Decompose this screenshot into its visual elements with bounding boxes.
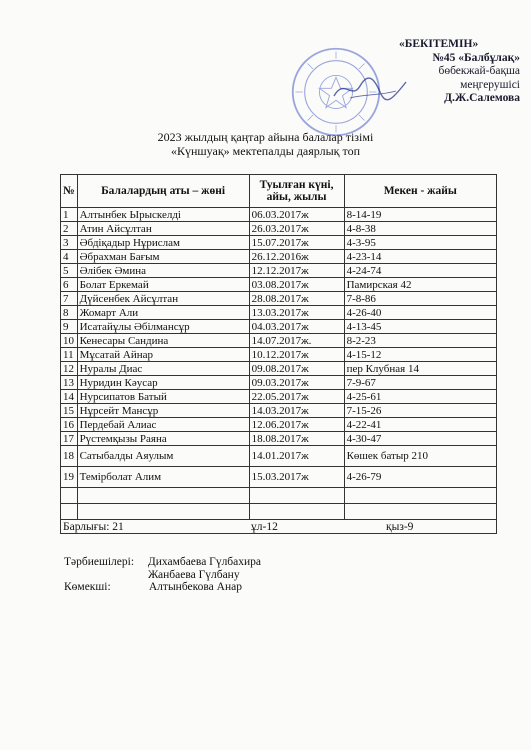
table-row	[61, 432, 497, 446]
table-row	[61, 467, 497, 488]
total-girls: қыз-9	[386, 520, 414, 533]
header-name: Балалардың аты – жөні	[77, 175, 249, 208]
row-number: 16	[61, 418, 78, 432]
child-birthdate: 06.03.2017ж	[249, 208, 344, 222]
approval-heading: «БЕКІТЕМІН»	[399, 38, 479, 50]
table-row	[61, 306, 497, 320]
row-number: 3	[61, 236, 78, 250]
approval-block	[385, 38, 520, 106]
row-number: 2	[61, 222, 78, 236]
table-row	[61, 222, 497, 236]
child-address: 8-14-19	[344, 208, 496, 222]
table-row	[61, 418, 497, 432]
header-number: №	[61, 175, 78, 208]
child-name: Кенесары Сандина	[77, 334, 249, 348]
child-address: 8-2-23	[344, 334, 496, 348]
empty-row	[61, 504, 497, 520]
child-address: 4-23-14	[344, 250, 496, 264]
table-row	[61, 404, 497, 418]
child-birthdate: 14.07.2017ж.	[249, 334, 344, 348]
child-birthdate: 28.08.2017ж	[249, 292, 344, 306]
title-line-2: «Күншуақ» мектепалды даярлық топ	[170, 144, 361, 158]
table-row	[61, 348, 497, 362]
table-row	[61, 376, 497, 390]
row-number: 8	[61, 306, 78, 320]
approval-kindergarten: №45 «Балбұлақ»	[432, 51, 520, 64]
table-row	[61, 362, 497, 376]
child-name: Рүстемқызы Раяна	[77, 432, 249, 446]
approval-position: меңгерушісі	[460, 78, 520, 91]
row-number: 13	[61, 376, 78, 390]
child-name: Сатыбалды Аяулым	[77, 446, 249, 467]
title-line-1: 2023 жылдың қаңтар айына балалар тізімі	[157, 130, 374, 144]
row-number: 19	[61, 467, 78, 488]
child-birthdate: 03.08.2017ж	[249, 278, 344, 292]
child-name: Нурсипатов Батый	[77, 390, 249, 404]
table-row	[61, 264, 497, 278]
table-row	[61, 208, 497, 222]
row-number: 1	[61, 208, 78, 222]
row-number: 17	[61, 432, 78, 446]
child-address: 4-3-95	[344, 236, 496, 250]
child-birthdate: 15.03.2017ж	[249, 467, 344, 488]
assistant-label: Көмекші:	[64, 581, 111, 593]
child-address: Памирская 42	[344, 278, 496, 292]
table-row	[61, 278, 497, 292]
empty-row	[61, 488, 497, 504]
row-number: 10	[61, 334, 78, 348]
child-address: 4-25-61	[344, 390, 496, 404]
child-name: Әбдіқадыр Нұрислам	[77, 236, 249, 250]
child-name: Мұсатай Айнар	[77, 348, 249, 362]
teachers-line	[64, 556, 261, 569]
approval-director-name: Д.Ж.Салемова	[444, 92, 520, 104]
header-birthdate: Туылған күні, айы, жылы	[249, 175, 344, 208]
table-row	[61, 236, 497, 250]
child-birthdate: 09.03.2017ж	[249, 376, 344, 390]
row-number: 7	[61, 292, 78, 306]
teacher-name-2: Жанбаева Гүлбану	[148, 568, 240, 581]
row-number: 6	[61, 278, 78, 292]
child-name: Темірболат Алим	[77, 467, 249, 488]
child-name: Исатайұлы Әбілмансұр	[77, 320, 249, 334]
teachers-label: Тәрбиешілері:	[64, 556, 135, 568]
child-name: Болат Еркемай	[77, 278, 249, 292]
child-name: Әлібек Әмина	[77, 264, 249, 278]
child-birthdate: 14.01.2017ж	[249, 446, 344, 467]
child-birthdate: 22.05.2017ж	[249, 390, 344, 404]
table-row	[61, 250, 497, 264]
child-name: Дүйсенбек Айсұлтан	[77, 292, 249, 306]
child-name: Жомарт Али	[77, 306, 249, 320]
child-birthdate: 26.03.2017ж	[249, 222, 344, 236]
child-address: 7-9-67	[344, 376, 496, 390]
child-name: Алтынбек Ырыскелді	[77, 208, 249, 222]
child-address: 7-8-86	[344, 292, 496, 306]
row-number: 9	[61, 320, 78, 334]
child-birthdate: 18.08.2017ж	[249, 432, 344, 446]
child-name: Әбрахман Бағым	[77, 250, 249, 264]
child-address: 4-8-38	[344, 222, 496, 236]
document-title	[0, 130, 531, 158]
total-cell	[61, 520, 497, 534]
assistant-line	[64, 581, 261, 594]
child-address: 4-13-45	[344, 320, 496, 334]
child-name: Атин Айсұлтан	[77, 222, 249, 236]
table-row	[61, 292, 497, 306]
assistant-name: Алтынбекова Анар	[148, 581, 242, 593]
row-number: 18	[61, 446, 78, 467]
total-row	[61, 520, 497, 534]
child-name: Нуралы Диас	[77, 362, 249, 376]
child-birthdate: 12.06.2017ж	[249, 418, 344, 432]
child-birthdate: 15.07.2017ж	[249, 236, 344, 250]
child-birthdate: 04.03.2017ж	[249, 320, 344, 334]
child-birthdate: 14.03.2017ж	[249, 404, 344, 418]
row-number: 14	[61, 390, 78, 404]
approval-institution-type: бөбекжай-бақша	[438, 65, 520, 77]
staff-footer	[64, 556, 261, 594]
row-number: 5	[61, 264, 78, 278]
row-number: 4	[61, 250, 78, 264]
table-row	[61, 334, 497, 348]
child-birthdate: 13.03.2017ж	[249, 306, 344, 320]
child-address: 4-30-47	[344, 432, 496, 446]
child-birthdate: 12.12.2017ж	[249, 264, 344, 278]
row-number: 11	[61, 348, 78, 362]
table-row	[61, 446, 497, 467]
child-address: 7-15-26	[344, 404, 496, 418]
table-row	[61, 320, 497, 334]
child-address: 4-15-12	[344, 348, 496, 362]
table-header-row	[61, 175, 497, 208]
child-birthdate: 26.12.2016ж	[249, 250, 344, 264]
total-count: Барлығы: 21	[63, 520, 124, 533]
child-address: 4-26-79	[344, 467, 496, 488]
row-number: 15	[61, 404, 78, 418]
table-row	[61, 390, 497, 404]
child-address: 4-26-40	[344, 306, 496, 320]
child-address: 4-24-74	[344, 264, 496, 278]
child-birthdate: 10.12.2017ж	[249, 348, 344, 362]
total-boys: ұл-12	[251, 520, 278, 533]
child-address: 4-22-41	[344, 418, 496, 432]
children-roster-table	[60, 174, 497, 534]
header-address: Мекен - жайы	[344, 175, 496, 208]
child-name: Нұрсейт Мансұр	[77, 404, 249, 418]
row-number: 12	[61, 362, 78, 376]
child-name: Нуридин Кәусар	[77, 376, 249, 390]
child-address: пер Клубная 14	[344, 362, 496, 376]
child-address: Көшек батыр 210	[344, 446, 496, 467]
teacher-name: Дихамбаева Гүлбахира	[147, 556, 262, 568]
child-name: Пердебай Алиас	[77, 418, 249, 432]
child-birthdate: 09.08.2017ж	[249, 362, 344, 376]
